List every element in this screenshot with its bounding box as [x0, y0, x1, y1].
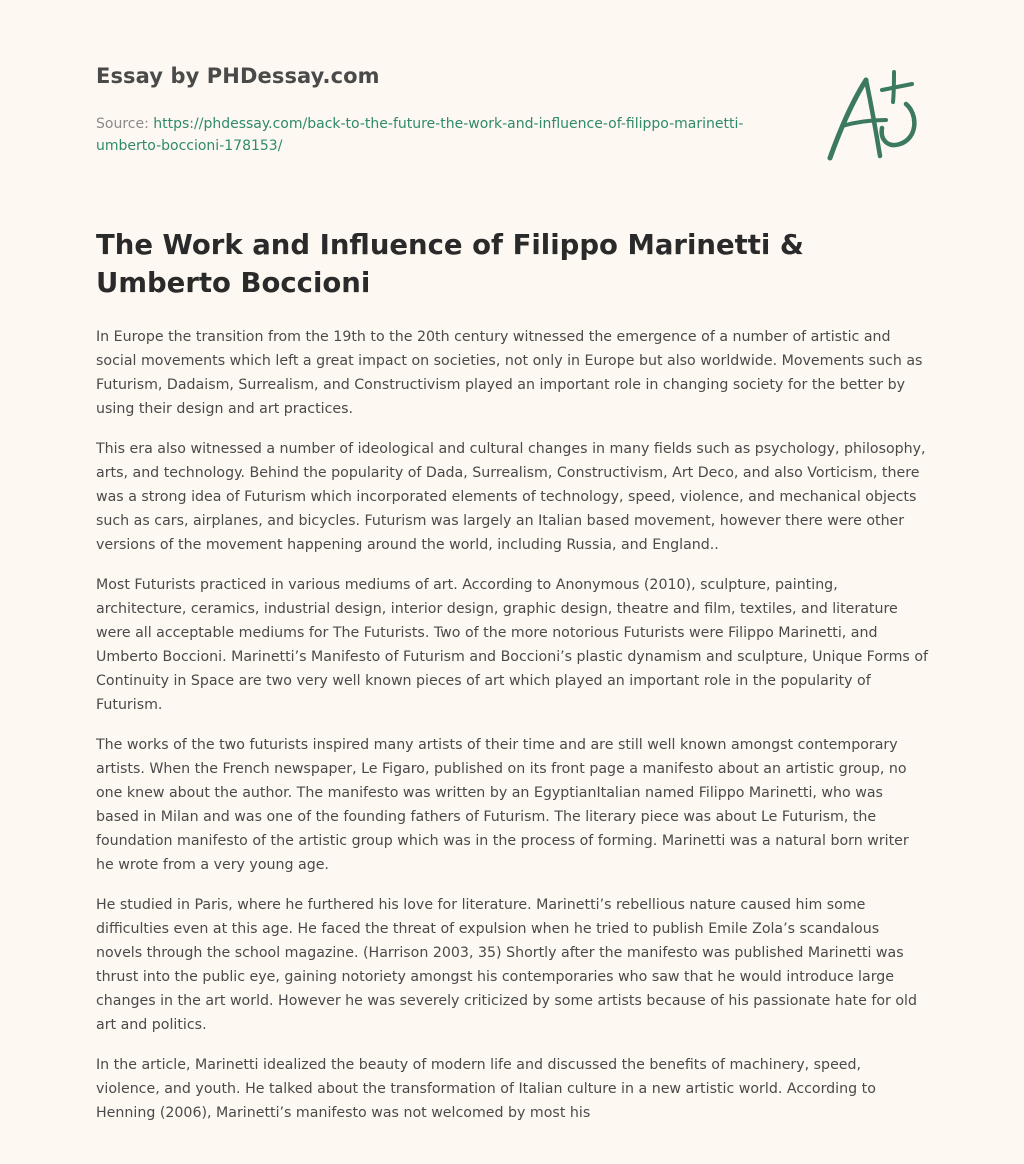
essay-paragraph: He studied in Paris, where he furthered his love for literature. Marinetti’s rebellious nature caused him some difficulties even at this age. He faced the threat of expulsion when he tried to publish Emile Zola’s scandalous novels through the school magazine. (Harrison 2003, 35) Shortly after the manifesto was published Marinetti was thrust into the public eye, gaining notoriety amongst his contemporaries who saw that he would introduce large changes in the art world. However he was severely criticized by some artists because of his passionate hate for old art and politics.	[96, 897, 917, 1033]
a-plus-grade-icon	[822, 68, 928, 164]
essay-body	[96, 325, 928, 1141]
essay-title: The Work and Influence of Filippo Marinetti & Umberto Boccioni	[96, 229, 804, 299]
essay-paragraph: This era also witnessed a number of ideological and cultural changes in many fields such as psychology, philosophy, arts, and technology. Behind the popularity of Dada, Surrealism, Constructivism, Art Deco, and also Vorticism, there was a strong idea of Futurism which incorporated elements of technology, speed, violence, and mechanical objects such as cars, airplanes, and bicycles. Futurism was largely an Italian based movement, however there were other versions of the movement happening around the world, including Russia, and England..	[96, 441, 926, 553]
essay-paragraph: Most Futurists practiced in various mediums of art. According to Anonymous (2010), sculpture, painting, architecture, ceramics, industrial design, interior design, graphic design, theatre and film, textiles, and literature were all acceptable mediums for The Futurists. Two of the more notorious Futurists were Filippo Marinetti, and Umberto Boccioni. Marinetti’s Manifesto of Futurism and Boccioni’s plastic dynamism and sculpture, Unique Forms of Continuity in Space are two very well known pieces of art which played an important role in the popularity of Futurism.	[96, 577, 928, 713]
source-label: Source:	[96, 116, 154, 132]
essay-paragraph: In the article, Marinetti idealized the beauty of modern life and discussed the benefits of machinery, speed, violence, and youth. He talked about the transformation of Italian culture in a new artistic world. According to Henning (2006), Marinetti’s manifesto was not welcomed by most his	[96, 1057, 876, 1121]
source-line	[96, 113, 796, 157]
essay-paragraph: In Europe the transition from the 19th to the 20th century witnessed the emergence of a number of artistic and social movements which left a great impact on societies, not only in Europe but also worldwide. Movements such as Futurism, Dadaism, Surrealism, and Constructivism played an important role in changing society for the better by using their design and art practices.	[96, 329, 923, 417]
source-link[interactable]: https://phdessay.com/back-to-the-future-the-work-and-influence-of-filippo-marinetti-umberto-boccioni-178153/	[96, 116, 744, 154]
site-brand: Essay by PHDessay.com	[96, 64, 380, 88]
essay-paragraph: The works of the two futurists inspired many artists of their time and are still well known amongst contemporary artists. When the French newspaper, Le Figaro, published on its front page a manifesto about an artistic group, no one knew about the author. The manifesto was written by an EgyptianItalian named Filippo Marinetti, who was based in Milan and was one of the founding fathers of Futurism. The literary piece was about Le Futurism, the foundation manifesto of the artistic group which was in the process of forming. Marinetti was a natural born writer he wrote from a very young age.	[96, 737, 909, 873]
